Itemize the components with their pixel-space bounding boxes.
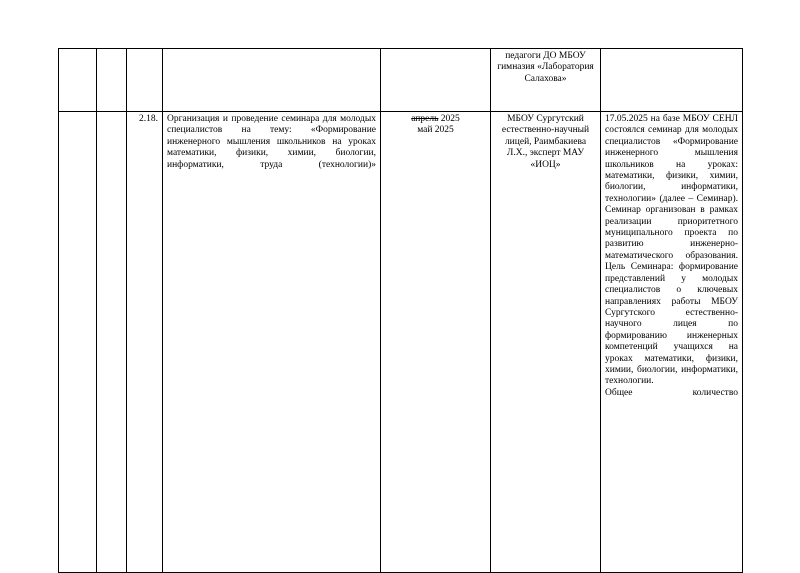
result-paragraph: Общее количество xyxy=(605,387,738,398)
cell-col-f-organizer: МБОУ Сургутский естественно-научный лицей, Раимбакиева Л.Х., эксперт МАУ «ИОЦ» xyxy=(491,112,601,573)
result-paragraph: 17.05.2025 на базе МБОУ СЕНЛ состоялся семинар для молодых специалистов «Формирование инженерного мышления школьников на уроках: математики, физики, химии, биологии, информатики, технологии» (далее – Семинар). xyxy=(605,114,738,204)
date-line-2: май 2025 xyxy=(417,125,454,136)
cell-col-b xyxy=(97,112,127,573)
cell-col-c xyxy=(127,49,163,112)
cell-col-g xyxy=(601,49,743,112)
table-row xyxy=(59,112,743,573)
result-paragraph: Семинар организован в рамках реализации приоритетного муниципального проекта по развитию инженерно-математического образования. xyxy=(605,205,738,261)
cell-col-f-organizer: педагоги ДО МБОУ гимназия «Лаборатория Салахова» xyxy=(491,49,601,112)
cell-col-d xyxy=(163,49,381,112)
cell-col-a xyxy=(59,112,97,573)
table-row xyxy=(59,49,743,112)
date-year: 2025 xyxy=(438,114,460,124)
row-number: 2.18. xyxy=(127,112,163,573)
result-paragraph: Цель Семинара: формирование представлений у молодых специалистов о ключевых направлениях работы МБОУ Сургутского естественно-научного лицея по формированию инженерных компетенций учащихся на уроках математики, физики, химии, биологии, информатики, технологии. xyxy=(605,262,738,387)
activity-date xyxy=(381,112,491,573)
cell-col-e xyxy=(381,49,491,112)
activity-result xyxy=(601,112,743,573)
date-line-1 xyxy=(385,114,486,125)
cell-col-a xyxy=(59,49,97,112)
schedule-table xyxy=(58,48,743,573)
date-strikethrough: апрель xyxy=(411,114,439,124)
cell-col-b xyxy=(97,49,127,112)
activity-description: Организация и проведение семинара для молодых специалистов на тему: «Формирование инженерного мышления школьников на уроках математики, физики, химии, биологии, информатики, труда (технологии)» xyxy=(163,112,381,573)
